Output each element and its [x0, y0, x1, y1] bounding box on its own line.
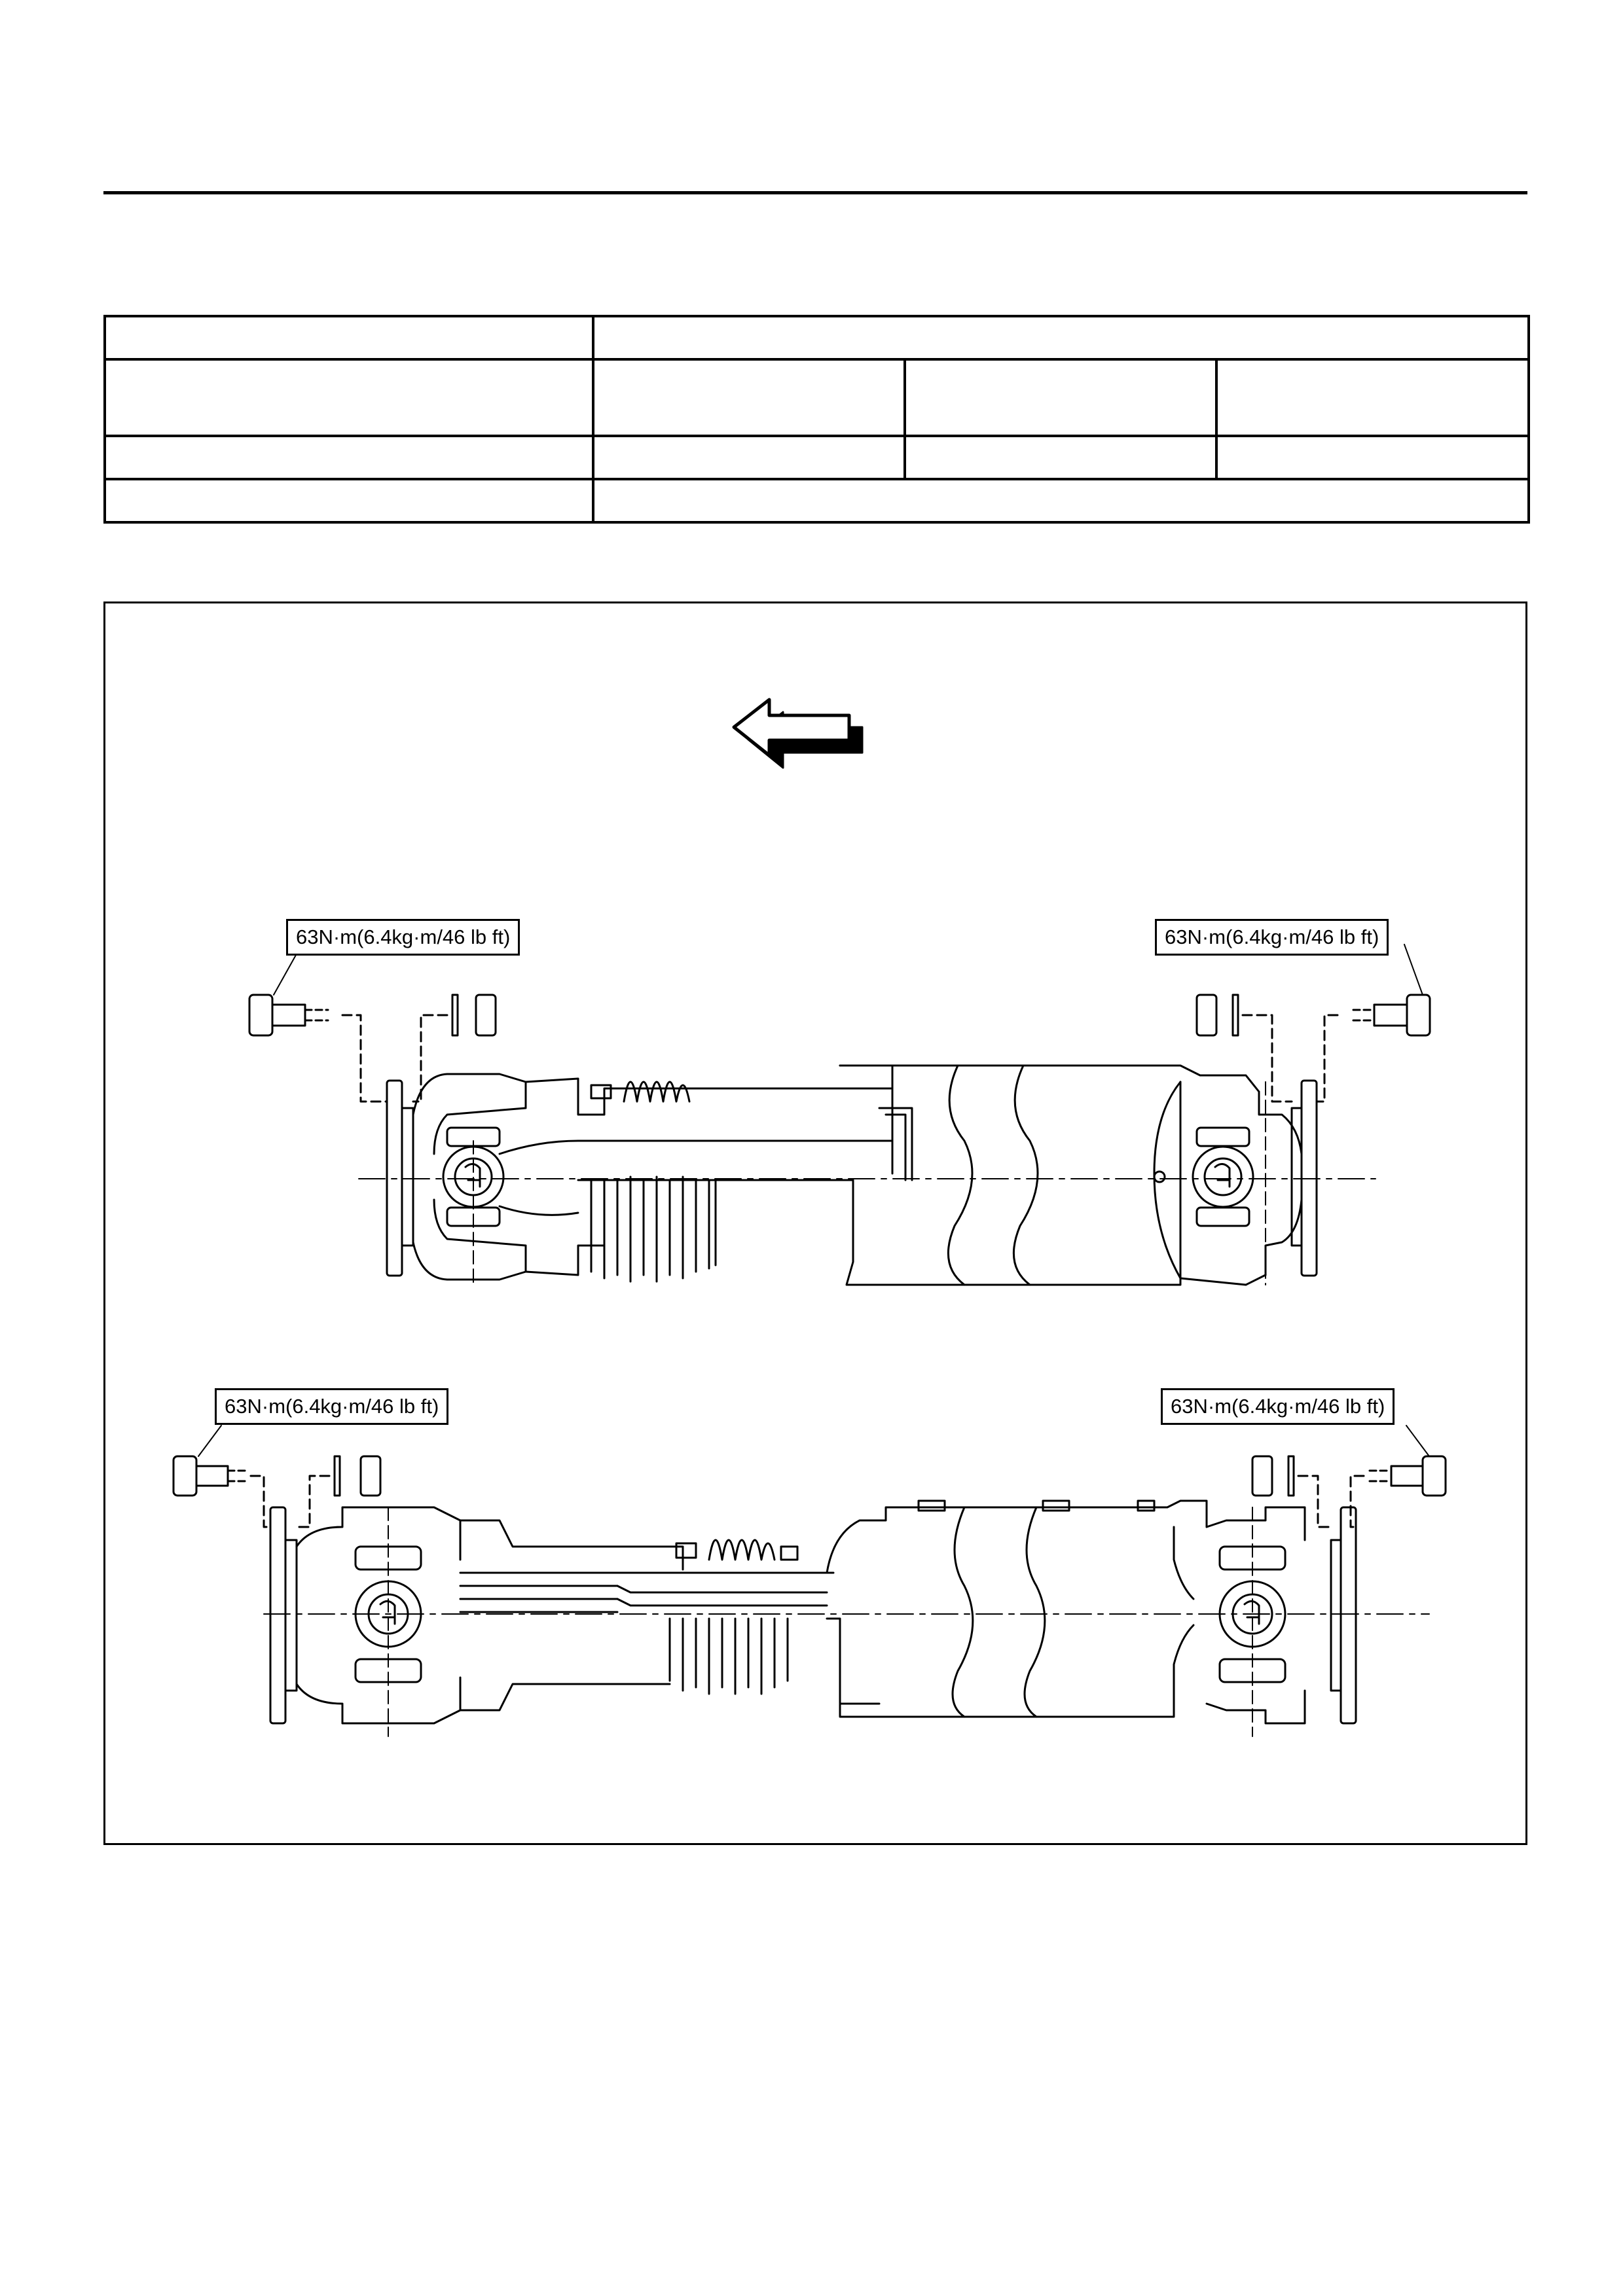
header-rule — [103, 191, 1527, 194]
table-cell — [593, 479, 1529, 522]
figure-frame — [103, 601, 1527, 1845]
upper-propeller-shaft — [359, 1066, 1376, 1285]
torque-label-lower-left: 63N·m(6.4kg·m/46 lb ft) — [215, 1388, 448, 1425]
table-cell — [593, 436, 905, 479]
table-row — [105, 436, 1529, 479]
lower-propeller-shaft — [264, 1501, 1429, 1736]
upper-left-fasteners — [249, 944, 496, 1102]
table-cell — [905, 436, 1216, 479]
table-cell — [105, 436, 593, 479]
table-row — [105, 359, 1529, 436]
table-cell — [1216, 436, 1529, 479]
table-cell — [905, 359, 1216, 436]
upper-right-fasteners — [1197, 944, 1430, 1102]
arrow-left-icon — [734, 700, 862, 768]
table-cell — [105, 479, 593, 522]
spec-table — [103, 315, 1530, 524]
table-cell — [1216, 359, 1529, 436]
table-cell — [593, 359, 905, 436]
torque-label-upper-right: 63N·m(6.4kg·m/46 lb ft) — [1155, 919, 1389, 956]
torque-label-upper-left: 63N·m(6.4kg·m/46 lb ft) — [286, 919, 520, 956]
table-cell — [105, 359, 593, 436]
lower-right-fasteners — [1252, 1426, 1446, 1527]
table-row — [105, 479, 1529, 522]
lower-left-fasteners — [173, 1426, 380, 1527]
table-cell — [105, 316, 593, 359]
torque-label-lower-right: 63N·m(6.4kg·m/46 lb ft) — [1161, 1388, 1395, 1425]
table-row — [105, 316, 1529, 359]
propeller-shaft-diagram — [105, 603, 1525, 1843]
table-cell — [593, 316, 1529, 359]
